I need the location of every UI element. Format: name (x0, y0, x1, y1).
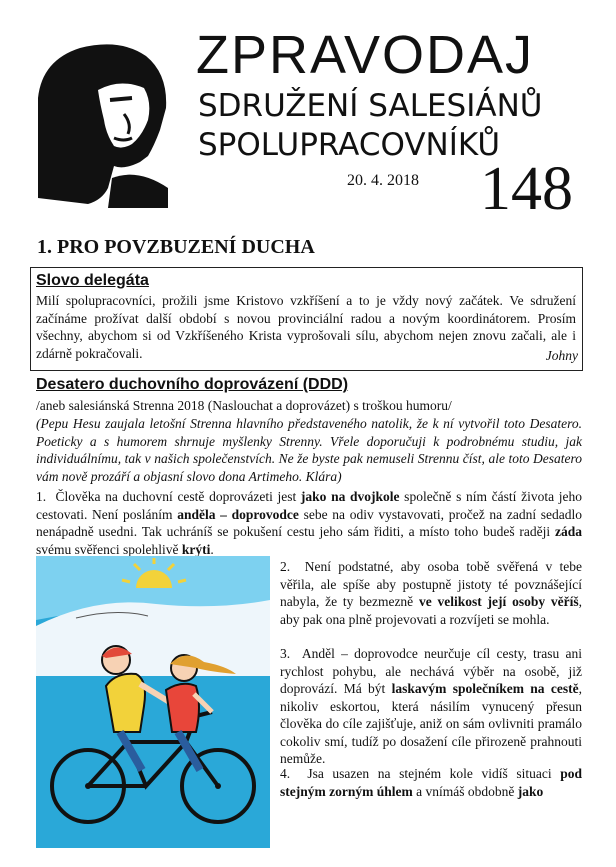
ddd-subheading: /aneb salesiánská Strenna 2018 (Naslouchat a doprovázet) s troškou humoru/ (36, 398, 452, 413)
tandem-bicycle-illustration-icon (36, 556, 270, 848)
ddd-intro: (Pepu Hesu zaujala letošní Strenna hlavního představeného natolik, že k ní vytvořil toto Desatero. Poeticky a s humorem shrnuje myšlenky Strenny. Vřele doporučuji k podrobnému studiu, jak individuálnímu, tak v našich společenstvích. Ne že byste pak nemuseli Strennu číst, ale toto Desatero vám nově prozáří a objasní slovo dona Artimeho. Klára) (36, 416, 582, 484)
subtitle-line-2: SPOLUPRACOVNÍKŮ (198, 127, 501, 163)
subtitle-line-1: SDRUŽENÍ SALESIÁNŮ (198, 88, 543, 124)
paragraph-2: 2. Není podstatné, aby osoba tobě svěřená v tebe věřila, ale spíše aby postupně jistoty té povznášející nabyla, že ty bezmezně ve velikost její osoby věříš, aby pak ona plně projevovati a rozvíjeti se mohla. (280, 559, 582, 627)
paragraph-4: 4. Jsa usazen na stejném kole vidíš situaci pod stejným zorným úhlem a vnímáš obdobně jako (280, 766, 582, 799)
delegate-text: Milí spolupracovníci, prožili jsme Kristovo vzkříšení a to je vždy nový začátek. Ve sdružení začínáme prožívat další období s novou provinciální radou a novým koordinátorem. Prosím všechny, abychom si od Vzkříšeného Krista vyprošovali sílu, abychom nejen znovu začali, ale i zdárně pokračovali. (36, 293, 576, 361)
portrait-silhouette-icon (28, 38, 178, 208)
delegate-heading: Slovo delegáta (36, 272, 149, 289)
issue-number: 148 (480, 155, 573, 223)
section-title: 1. PRO POVZBUZENÍ DUCHA (37, 236, 315, 258)
issue-date: 20. 4. 2018 (347, 172, 419, 189)
ddd-heading: Desatero duchovního doprovázení (DDD) (36, 376, 349, 393)
delegate-signature: Johny (545, 348, 578, 363)
newsletter-title: ZPRAVODAJ (196, 25, 535, 85)
paragraph-3: 3. Anděl – doprovodce neurčuje cíl cesty, trasu ani rychlost pohybu, ale nechává výběr na osobě, již doprovází. Má být laskavým společníkem na cestě, nikoliv eskortou, která násilím vynucený přesun člověka do cíle zajišťuje, aniž on sám ovlivniti pramálo cokoliv smí, tudíž po dosažení cíle přirozeně prahnouti nemůže. (280, 646, 582, 766)
paragraph-1: 1. Člověka na duchovní cestě doprovázeti jest jako na dvojkole společně s ním částí života jeho cestovati. Není posláním anděla – doprovodce sebe na odiv vystavovati, pročež na zadní sedadlo nenápadně usedni. Tak uchráníš se pokušení cestu jeho sám řiditi, a místo toho budeš raději záda svému svěřenci spolehlivě krýti. (36, 489, 583, 557)
